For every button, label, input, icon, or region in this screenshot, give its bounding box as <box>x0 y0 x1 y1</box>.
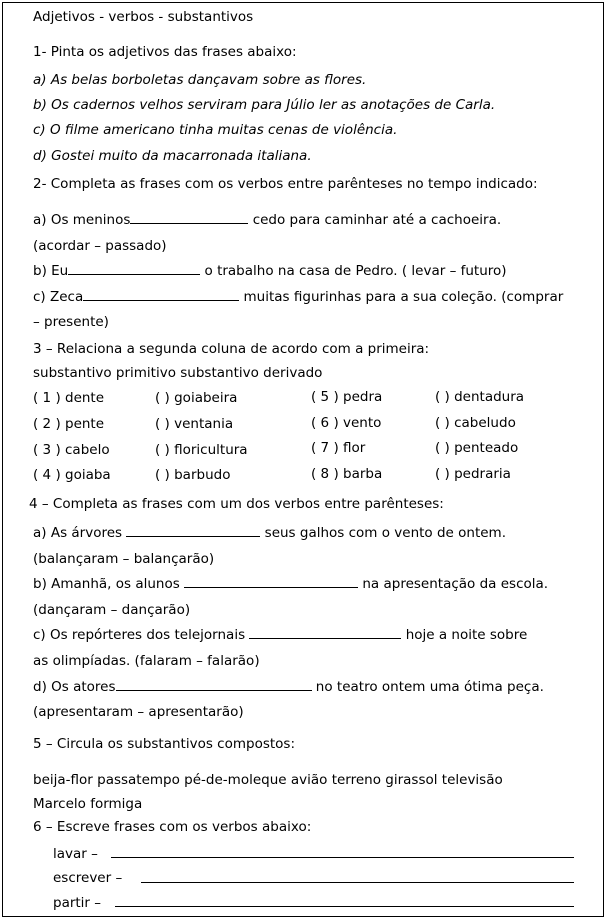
q4-b-blank[interactable] <box>184 575 358 588</box>
q3-col3-item: ( 8 ) barba <box>311 466 383 482</box>
q1-item-a: a) As belas borboletas dançavam sobre as flores. <box>33 72 367 88</box>
q4-c-end: hoje a noite sobre <box>405 627 528 643</box>
q4-a-hint: (balançaram – balançarão) <box>33 551 215 567</box>
q3-col3-item: ( 7 ) flor <box>311 440 366 456</box>
q4-c-blank[interactable] <box>249 626 401 639</box>
q6-verb-partir: partir – <box>53 895 102 911</box>
q4-item-d <box>33 678 544 696</box>
q6-answer-line-escrever[interactable] <box>141 882 574 883</box>
q3-col1-item: ( 2 ) pente <box>33 416 105 432</box>
q2-b-blank[interactable] <box>68 262 200 275</box>
q5-word-line-1: beija-flor passatempo pé-de-moleque avião terreno girassol televisão <box>33 772 503 788</box>
q3-col4-item[interactable]: ( ) penteado <box>435 440 519 456</box>
q4-b-hint: (dançaram – dançarão) <box>33 602 191 618</box>
q2-item-b <box>33 262 507 280</box>
q3-col4-item[interactable]: ( ) pedraria <box>435 466 511 482</box>
q4-d-blank[interactable] <box>116 678 312 691</box>
q4-d-start: d) Os atores <box>33 679 116 695</box>
page-title: Adjetivos - verbos - substantivos <box>33 9 254 25</box>
q2-c-continuation: – presente) <box>33 314 109 330</box>
q2-item-a <box>33 211 501 229</box>
q2-b-end: o trabalho na casa de Pedro. ( levar – futuro) <box>204 263 507 279</box>
q3-subheading: substantivo primitivo substantivo derivado <box>33 365 323 381</box>
q2-a-hint: (acordar – passado) <box>33 238 167 254</box>
q3-col2-item[interactable]: ( ) goiabeira <box>155 390 238 406</box>
q4-item-b <box>33 575 548 593</box>
q2-b-start: b) Eu <box>33 263 69 279</box>
q4-item-c <box>33 626 527 644</box>
q4-c-continuation: as olimpíadas. (falaram – falarão) <box>33 653 260 669</box>
q4-d-hint: (apresentaram – apresentarão) <box>33 704 244 720</box>
q2-c-end: muitas figurinhas para a sua coleção. (comprar <box>243 289 564 305</box>
q3-col4-item[interactable]: ( ) dentadura <box>435 389 525 405</box>
q3-col1-item: ( 3 ) cabelo <box>33 442 110 458</box>
q6-answer-line-lavar[interactable] <box>111 857 574 858</box>
q1-item-d: d) Gostei muito da macarronada italiana. <box>33 148 312 164</box>
q3-col2-item[interactable]: ( ) floricultura <box>155 442 248 458</box>
q3-col4-item[interactable]: ( ) cabeludo <box>435 415 516 431</box>
q4-heading: 4 – Completa as frases com um dos verbos entre parênteses: <box>29 496 444 512</box>
worksheet <box>2 2 604 917</box>
q6-answer-line-partir[interactable] <box>115 906 574 907</box>
q2-c-blank[interactable] <box>83 288 239 301</box>
q4-d-end: no teatro ontem uma ótima peça. <box>315 679 544 695</box>
q3-col1-item: ( 1 ) dente <box>33 390 105 406</box>
q1-heading: 1- Pinta os adjetivos das frases abaixo: <box>33 44 297 60</box>
q2-c-start: c) Zeca <box>33 289 84 305</box>
q3-col2-item[interactable]: ( ) barbudo <box>155 467 231 483</box>
q2-a-start: a) Os meninos <box>33 212 131 228</box>
q6-heading: 6 – Escreve frases com os verbos abaixo: <box>33 819 312 835</box>
q6-verb-lavar: lavar – <box>53 846 98 862</box>
q4-b-end: na apresentação da escola. <box>362 576 549 592</box>
q2-item-c <box>33 288 563 306</box>
q3-col3-item: ( 5 ) pedra <box>311 389 383 405</box>
q2-a-blank[interactable] <box>130 211 248 224</box>
q6-verb-escrever: escrever – <box>53 870 123 886</box>
q4-b-start: b) Amanhã, os alunos <box>33 576 180 592</box>
q3-heading: 3 – Relaciona a segunda coluna de acordo com a primeira: <box>33 341 430 357</box>
q2-heading: 2- Completa as frases com os verbos entre parênteses no tempo indicado: <box>33 176 538 192</box>
q4-c-start: c) Os repórteres dos telejornais <box>33 627 246 643</box>
q3-col1-item: ( 4 ) goiaba <box>33 467 111 483</box>
q4-item-a <box>33 524 506 542</box>
q1-item-b: b) Os cadernos velhos serviram para Júlio ler as anotações de Carla. <box>33 97 496 113</box>
q3-col2-item[interactable]: ( ) ventania <box>155 416 234 432</box>
q4-a-start: a) As árvores <box>33 525 123 541</box>
q2-a-end: cedo para caminhar até a cachoeira. <box>252 212 502 228</box>
q3-col3-item: ( 6 ) vento <box>311 415 382 431</box>
q4-a-blank[interactable] <box>126 524 260 537</box>
q4-a-end: seus galhos com o vento de ontem. <box>264 525 507 541</box>
q5-heading: 5 – Circula os substantivos compostos: <box>33 736 295 752</box>
q1-item-c: c) O filme americano tinha muitas cenas de violência. <box>33 122 398 138</box>
q5-word-line-2: Marcelo formiga <box>33 796 143 812</box>
